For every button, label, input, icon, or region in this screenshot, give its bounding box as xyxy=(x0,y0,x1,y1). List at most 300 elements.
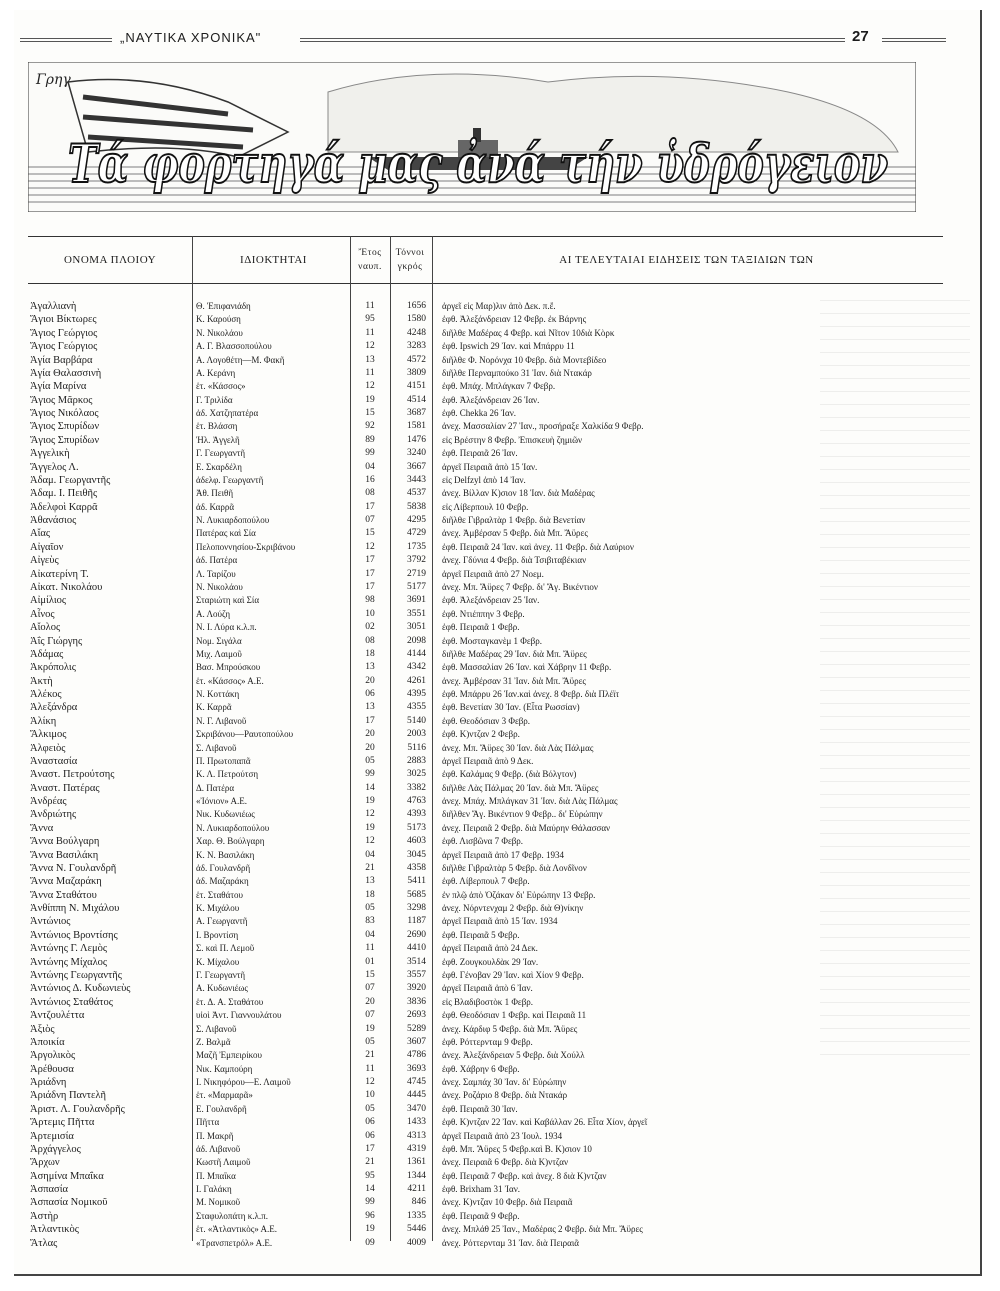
voyage-news: ἀργεῖ Πειραιᾶ ἀπὸ 6 Ἰαν. xyxy=(442,983,533,994)
voyage-news: εἰς Delfzyl ἀπὸ 14 Ἰαν. xyxy=(442,474,526,485)
ship-name: Ἀσπασία xyxy=(30,1184,69,1196)
gross-tonnage: 1476 xyxy=(407,434,426,445)
ship-name: Ἄτλας xyxy=(30,1237,58,1249)
gross-tonnage: 2003 xyxy=(407,729,426,740)
build-year: 13 xyxy=(365,354,375,365)
build-year: 06 xyxy=(365,689,375,700)
gross-tonnage: 2690 xyxy=(407,929,426,940)
build-year: 11 xyxy=(365,301,375,311)
gross-tonnage: 3693 xyxy=(407,1063,426,1074)
gross-tonnage: 3920 xyxy=(407,983,426,994)
gross-tonnage: 4393 xyxy=(407,809,426,820)
voyage-news: ἀνεχ. Μασσαλίαν 27 Ἰαν., προσήραξε Χαλκίδα 9 Φεβρ. xyxy=(442,421,644,432)
table-row xyxy=(0,1103,1000,1116)
gross-tonnage: 4144 xyxy=(407,648,426,659)
build-year: 16 xyxy=(365,474,375,485)
table-row xyxy=(0,313,1000,326)
ship-name: Ἀργολικὸς xyxy=(30,1050,76,1062)
build-year: 07 xyxy=(365,515,375,526)
ship-name: Ἀντώνιος xyxy=(30,916,71,928)
ship-owner: Π. Μακρῆ xyxy=(196,1130,234,1141)
build-year: 95 xyxy=(365,314,375,325)
voyage-news: ἐφθ. Κ)ντζαν 22 Ἰαν. καὶ Καβάλλαν 26. Εἶτα Χίον, ἀργεῖ xyxy=(442,1117,648,1128)
ship-owner: ἀδ. Γουλανδρῆ xyxy=(196,862,251,873)
build-year: 12 xyxy=(365,341,375,352)
ship-name: Ἀναστασία xyxy=(30,755,78,767)
illustrated-banner xyxy=(28,62,916,212)
ship-owner: Δ. Πατέρα xyxy=(196,782,235,793)
table-row xyxy=(0,661,1000,674)
gross-tonnage: 4261 xyxy=(407,675,426,686)
gross-tonnage: 5173 xyxy=(407,822,426,833)
build-year: 04 xyxy=(365,849,375,860)
ship-name: Ἀΐς Γιώργης xyxy=(30,635,83,647)
voyage-news: ἐφθ. Μοσταγκανὲμ 1 Φεβρ. xyxy=(442,635,542,646)
voyage-news: εἰς Λίβερπουλ 10 Φεβρ. xyxy=(442,501,529,512)
build-year: 96 xyxy=(365,1210,375,1221)
voyage-news: ἀνεχ. Κ)ντζαν 10 Φεβρ. διὰ Πειραιᾶ xyxy=(442,1197,573,1208)
ship-owner: Πελοποννησίου-Σκριβάνου xyxy=(196,541,296,552)
ship-name: Ἀστὴρ xyxy=(30,1210,59,1222)
table-row xyxy=(0,300,1000,313)
table-row xyxy=(0,434,1000,447)
gross-tonnage: 4786 xyxy=(407,1050,426,1061)
ship-name: Ἀνδρέας xyxy=(30,796,67,808)
column-header-name: ΟΝΟΜΑ ΠΛΟΙΟΥ xyxy=(63,254,157,266)
gross-tonnage: 3045 xyxy=(407,849,426,860)
voyage-news: ἀνεχ. Βίλλαν Κ)σιον 18 Ἰαν. διὰ Μαδέρας xyxy=(442,488,595,499)
voyage-news: ἀνεχ. Νόρντενχαμ 2 Φεβρ. διὰ Θ)νίκην xyxy=(442,903,584,914)
gross-tonnage: 4009 xyxy=(407,1237,426,1248)
table-row xyxy=(0,487,1000,500)
ship-name: Αἰγαῖον xyxy=(30,541,64,553)
gross-tonnage: 4313 xyxy=(407,1130,426,1141)
table-row xyxy=(0,1130,1000,1143)
build-year: 20 xyxy=(365,675,375,686)
gross-tonnage: 3809 xyxy=(407,367,426,378)
ship-name: Αἴολος xyxy=(30,622,61,634)
gross-tonnage: 3514 xyxy=(407,956,426,967)
voyage-news: ἐφθ. Γένοβαν 29 Ἰαν. καὶ Χίον 9 Φεβρ. xyxy=(442,970,584,980)
ship-owner: Ν. Νικολάου xyxy=(196,581,243,592)
table-row xyxy=(0,688,1000,701)
gross-tonnage: 2693 xyxy=(407,1010,426,1021)
table-row xyxy=(0,969,1000,982)
table-row xyxy=(0,514,1000,527)
ship-owner: ἑτ. Δ. Α. Σταθάτου xyxy=(196,996,264,1007)
gross-tonnage: 846 xyxy=(411,1197,426,1208)
gross-tonnage: 3470 xyxy=(407,1103,426,1114)
build-year: 17 xyxy=(365,555,375,566)
ship-name: Ἀτλαντικὸς xyxy=(30,1224,79,1236)
ship-name: Ἀριάδνη Παντελῆ xyxy=(30,1090,107,1102)
voyage-news: ἐφθ. Μπάρρυ 26 Ἰαν.καὶ ἀνεχ. 8 Φεβρ. διὰ Πλέϊτ xyxy=(442,689,620,700)
table-row xyxy=(0,875,1000,888)
gross-tonnage: 1581 xyxy=(407,421,426,432)
ship-name: Ἀντώνης Γ. Λεμὸς xyxy=(30,943,108,955)
ship-owner: Ν. Νικολάου xyxy=(196,327,243,338)
table-row xyxy=(0,1116,1000,1129)
voyage-news: ἀργεῖ Πειραιᾶ ἀπὸ 15 Ἰαν. 1934 xyxy=(442,916,558,927)
ship-owner: Κ. Καρούση xyxy=(196,314,241,325)
build-year: 21 xyxy=(365,1050,375,1061)
ship-owner: Π. Πρωτοπαπᾶ xyxy=(196,755,251,766)
table-row xyxy=(0,701,1000,714)
ship-name: Ἀναστ. Πετρούτσης xyxy=(30,769,115,781)
table-row xyxy=(0,474,1000,487)
voyage-news: ἀνεχ. Ἀμβέρσαν 5 Φεβρ. διὰ Μπ. Ἄϋρες xyxy=(442,528,588,539)
gross-tonnage: 5685 xyxy=(407,889,426,900)
ship-owner: Κ. Ν. Βασιλάκη xyxy=(196,849,255,860)
table-row xyxy=(0,768,1000,781)
ship-owner: ἑτ. «Ἀτλαντικὸς» Α.Ε. xyxy=(196,1224,278,1235)
table-row xyxy=(0,822,1000,835)
column-header-tons: Τόννοι γκρός xyxy=(395,248,425,272)
gross-tonnage: 4319 xyxy=(407,1143,426,1154)
table-row xyxy=(0,1076,1000,1089)
build-year: 05 xyxy=(365,1036,375,1047)
gross-tonnage: 2098 xyxy=(407,635,426,646)
banner-title: Τά φορτηγά μας ἀνά τήν ὑδρόγειον xyxy=(68,134,888,195)
build-year: 15 xyxy=(365,528,375,539)
ship-name: Ἄγγελος Λ. xyxy=(30,461,79,473)
table-row xyxy=(0,1023,1000,1036)
voyage-news: διῆλθε Φ. Νορόνχα 10 Φεβρ. διὰ Μοντεβίδεο xyxy=(442,354,607,365)
ship-owner: ἑτ. «Μαρμαρᾶ» xyxy=(196,1090,253,1101)
voyage-news: ἐφθ. Ipswich 29 Ἰαν. καὶ Μπάρρυ 11 xyxy=(442,341,575,352)
build-year: 13 xyxy=(365,876,375,887)
table-row xyxy=(0,835,1000,848)
table-row xyxy=(0,1089,1000,1102)
build-year: 13 xyxy=(365,662,375,673)
ship-owner: Γ. Τριλίδα xyxy=(196,394,233,405)
build-year: 12 xyxy=(365,541,375,552)
voyage-news: ἀνεχ. Σαμπάχ 30 Ἰαν. δι' Εὐρώπην xyxy=(442,1077,567,1088)
ship-owner: Π. Μπαΐκα xyxy=(196,1170,236,1181)
ship-owner: ἀδελφ. Γεωργαντῆ xyxy=(196,474,264,485)
ship-owner: «Ἰόνιον» Α.Ε. xyxy=(196,796,248,807)
ship-name: Ἀνθίππη Ν. Μιχάλου xyxy=(30,903,120,915)
artist-signature: Γρηγ xyxy=(36,72,71,88)
ship-name: Ἀρτεμισία xyxy=(30,1130,74,1142)
voyage-news: ἐφθ. Θεοδόσιαν 1 Φεβρ. καὶ Πειραιᾶ 11 xyxy=(442,1010,587,1021)
ship-owner: Σ. καὶ Π. Λεμοῦ xyxy=(196,943,255,954)
voyage-news: ἀνεχ. Κάρδιφ 5 Φεβρ. διὰ Μπ. Ἄϋρες xyxy=(442,1023,578,1034)
ship-owner: ἀδ. Μαζαράκη xyxy=(196,876,249,887)
ship-owner: Χαρ. Θ. Βούλγαρη xyxy=(196,836,265,847)
ship-owner: ἑτ. «Κάσσος» xyxy=(196,381,246,392)
ship-owner: Νομ. Σιγάλα xyxy=(196,635,242,646)
voyage-news: διῆλθε Γιβραλτὰρ 1 Φεβρ. διὰ Βενετίαν xyxy=(442,515,586,526)
table-row xyxy=(0,394,1000,407)
ship-owner: Ν. Λυκιαρδοπούλου xyxy=(196,822,270,833)
build-year: 83 xyxy=(365,916,375,927)
table-row xyxy=(0,996,1000,1009)
ship-name: Ἄννα Μαζαράκη xyxy=(30,876,102,888)
build-year: 19 xyxy=(365,1023,375,1034)
ship-name: Ἅγιος Σπυρίδων xyxy=(30,421,100,433)
ship-owner: Ι. Νικηφόρου—Ε. Λαιμοῦ xyxy=(196,1077,291,1088)
voyage-news: εἰς Βλαδιβοστὸκ 1 Φεβρ. xyxy=(442,996,534,1007)
ship-name: Ἀντώνης Γεωργαντῆς xyxy=(30,970,122,981)
ship-owner: ἀδ. Χατζηπατέρα xyxy=(196,408,259,419)
ship-owner: Ν. Λυκιαρδοπούλου xyxy=(196,515,270,526)
table-row xyxy=(0,1237,1000,1250)
ship-name: Ἀλίκη xyxy=(30,715,57,727)
ship-name: Ἄρχων xyxy=(30,1157,60,1169)
gross-tonnage: 4514 xyxy=(407,394,426,405)
table-row xyxy=(0,554,1000,567)
voyage-news: ἀργεῖ εἰς Μαρ)λιν ἀπὸ Δεκ. π.ἔ. xyxy=(442,301,556,311)
gross-tonnage: 5177 xyxy=(407,581,426,592)
build-year: 18 xyxy=(365,648,375,659)
ship-name: Ἄννα xyxy=(30,822,54,834)
ship-owner: υἱοὶ Ἀντ. Γιαννουλάτου xyxy=(196,1010,282,1021)
table-row xyxy=(0,1143,1000,1156)
voyage-news: ἐφθ. Μπάχ. Μπλάγκαν 7 Φεβρ. xyxy=(442,381,556,392)
table-row xyxy=(0,715,1000,728)
voyage-news: ἐφθ. Ζουγκουλδὰκ 29 Ἰαν. xyxy=(442,956,539,967)
table-row xyxy=(0,982,1000,995)
voyage-news: ἐφθ. Μασσαλίαν 26 Ἰαν. καὶ Χάβρην 11 Φεβρ. xyxy=(442,662,612,673)
gross-tonnage: 4537 xyxy=(407,488,426,499)
ship-name: Ἀντώνιος Σταθάτος xyxy=(30,996,113,1008)
header-rule-right xyxy=(300,38,845,42)
gross-tonnage: 1580 xyxy=(407,314,426,325)
table-row xyxy=(0,942,1000,955)
build-year: 15 xyxy=(365,408,375,419)
ship-name: Ἀδάμας xyxy=(30,648,64,660)
ship-owner: Θ. Ἐπιφανιάδη xyxy=(196,301,251,311)
build-year: 99 xyxy=(365,769,375,780)
gross-tonnage: 3382 xyxy=(407,782,426,793)
gross-tonnage: 4572 xyxy=(407,354,426,365)
build-year: 89 xyxy=(365,434,375,445)
voyage-news: ἀργεῖ Πειραιᾶ ἀπὸ 27 Νοεμ. xyxy=(442,568,544,579)
column-header-owners: ΙΔΙΟΚΤΗΤΑΙ xyxy=(240,254,307,266)
table-row xyxy=(0,1036,1000,1049)
ship-owner: ἑτ. «Κάσσος» Α.Ε. xyxy=(196,675,264,686)
ship-owner: Α. Λογοθέτη—Μ. Φακῆ xyxy=(196,354,285,365)
build-year: 12 xyxy=(365,836,375,847)
ship-owner: Α. Λούζη xyxy=(196,608,231,619)
voyage-news: ἀργεῖ Πειραιᾶ ἀπὸ 24 Δεκ. xyxy=(442,943,538,954)
column-header-news: ΑΙ ΤΕΛΕΥΤΑΙΑΙ ΕΙΔΗΣΕΙΣ ΤΩΝ ΤΑΞΙΔΙΩΝ ΤΩΝ xyxy=(559,254,814,266)
build-year: 10 xyxy=(365,608,375,619)
ship-owner: ἀδ. Πατέρα xyxy=(196,555,238,566)
ship-owner: Μαζῆ Ἐμπειρίκου xyxy=(196,1050,262,1061)
ship-owner: Σ. Λιβανοῦ xyxy=(196,1023,237,1034)
ship-owner: Πατέρας καὶ Σία xyxy=(196,528,256,539)
voyage-news: εἰς Βρέστην 8 Φεβρ. Ἐπισκευὴ ζημιῶν xyxy=(442,434,583,445)
ship-owner: «Τρανσπετρόλ» Α.Ε. xyxy=(196,1237,273,1248)
build-year: 17 xyxy=(365,501,375,512)
voyage-news: ἀνεχ. Ρόττερνταμ 31 Ἰαν. διὰ Πειραιᾶ xyxy=(442,1237,579,1248)
voyage-news: διῆλθε Λὰς Πάλμας 20 Ἰαν. διὰ Μπ. Ἄϋρες xyxy=(442,782,599,793)
voyage-news: διῆλθεν Ἅγ. Βικέντιον 9 Φεβρ.. δι' Εὐρώπην xyxy=(442,809,603,820)
table-row xyxy=(0,902,1000,915)
build-year: 99 xyxy=(365,1197,375,1208)
voyage-news: ἀργεῖ Πειραιᾶ ἀπὸ 15 Ἰαν. xyxy=(442,461,538,472)
ship-name: Αἴας xyxy=(30,528,51,540)
ship-name: Αἰγεὺς xyxy=(30,555,59,567)
voyage-news: ἐφθ. Πειραιᾶ 5 Φεβρ. xyxy=(442,929,520,940)
build-year: 11 xyxy=(365,327,375,338)
table-row xyxy=(0,675,1000,688)
ship-name: Ἀντζουλέττα xyxy=(30,1010,85,1022)
ship-name: Ἁγία Θαλασσινὴ xyxy=(30,367,102,379)
table-row xyxy=(0,742,1000,755)
voyage-news: διῆλθε Γιβραλτὰρ 5 Φεβρ. διὰ Λονδῖνον xyxy=(442,862,587,873)
ship-name: Αἰκατερίνη Τ. xyxy=(30,568,89,580)
table-row xyxy=(0,929,1000,942)
table-row xyxy=(0,1063,1000,1076)
voyage-news: ἀργεῖ Πειραιᾶ ἀπὸ 9 Δεκ. xyxy=(442,755,534,766)
gross-tonnage: 5838 xyxy=(407,501,426,512)
voyage-news: ἐφθ. Πειραιᾶ 7 Φεβρ. καὶ ἀνεχ. 8 διὰ Κ)ντζαν xyxy=(442,1170,607,1181)
build-year: 02 xyxy=(365,622,375,633)
gross-tonnage: 1735 xyxy=(407,541,426,552)
ship-owner: Α. Γ. Βλασσοπούλου xyxy=(196,341,272,352)
build-year: 20 xyxy=(365,729,375,740)
ship-name: Ἀντώνιος Δ. Κυδωνιεὺς xyxy=(30,983,131,995)
build-year: 19 xyxy=(365,796,375,807)
voyage-news: ἐφθ. Θεοδόσιαν 3 Φεβρ. xyxy=(442,715,531,726)
ship-name: Ἅγιος Μᾶρκος xyxy=(30,394,93,406)
build-year: 09 xyxy=(365,1237,375,1248)
table-row xyxy=(0,461,1000,474)
gross-tonnage: 1335 xyxy=(407,1210,426,1221)
voyage-news: ἀνεχ. Μπλάθ 25 Ἰαν., Μαδέρας 2 Φεβρ. διὰ Μπ. Ἄϋρες xyxy=(442,1224,643,1235)
table-row xyxy=(0,541,1000,554)
build-year: 98 xyxy=(365,595,375,606)
table-row xyxy=(0,915,1000,928)
voyage-news: ἀνεχ. Γδύνια 4 Φεβρ. διὰ Τσιβιταβέκιαν xyxy=(442,555,587,566)
voyage-news: ἐφθ. Brixham 31 Ἰαν. xyxy=(442,1184,521,1195)
ship-owner: Ι. Βροντίση xyxy=(196,929,239,940)
ship-name: Ἀνδριώτης xyxy=(30,809,77,821)
table-row xyxy=(0,1170,1000,1183)
voyage-news: ἐφθ. Λίβερπουλ 7 Φεβρ. xyxy=(442,876,530,887)
ship-name: Ἄννα Ν. Γουλανδρῆ xyxy=(30,862,117,874)
ship-name: Ἀναστ. Πατέρας xyxy=(30,782,100,794)
voyage-news: ἐφθ. Ἀλεξάνδρειαν 12 Φεβρ. ἐκ Βάρνης xyxy=(442,314,587,325)
table-row xyxy=(0,594,1000,607)
voyage-news: ἐφθ. Πειραιᾶ 9 Φεβρ. xyxy=(442,1210,520,1221)
build-year: 99 xyxy=(365,448,375,459)
gross-tonnage: 4355 xyxy=(407,702,426,713)
ship-owner: Σταφυλοπάτη κ.λ.π. xyxy=(196,1210,268,1221)
build-year: 04 xyxy=(365,929,375,940)
ship-owner: Κωστῆ Λαιμοῦ xyxy=(196,1157,251,1168)
ship-name: Ἄννα Σταθάτου xyxy=(30,889,97,901)
build-year: 14 xyxy=(365,782,375,793)
build-year: 19 xyxy=(365,822,375,833)
voyage-news: ἐφθ. Καλάμας 9 Φεβρ. (διὰ Βόλγτον) xyxy=(442,769,577,780)
voyage-news: ἐφθ. Πειραιᾶ 30 Ἰαν. xyxy=(442,1103,518,1114)
voyage-news: ἐφθ. Ντιέππην 3 Φεβρ. xyxy=(442,608,525,619)
build-year: 21 xyxy=(365,862,375,873)
build-year: 17 xyxy=(365,715,375,726)
ship-name: Ἀριάδνη xyxy=(30,1077,67,1089)
ship-owner: Πῆττα xyxy=(196,1117,220,1128)
voyage-news: ἀνεχ. Ἀλεξάνδρειαν 5 Φεβρ. διὰ Χούλλ xyxy=(442,1050,585,1061)
ship-owner: Ἠλ. Ἀγγελῆ xyxy=(196,434,240,445)
gross-tonnage: 3607 xyxy=(407,1036,426,1047)
ship-name: Ἄρτεμις Πῆττα xyxy=(30,1117,95,1129)
build-year: 17 xyxy=(365,568,375,579)
ship-owner: Ν. Γ. Λιβανοῦ xyxy=(196,715,247,726)
ship-owner: Σκριβάνου—Ραυτοπούλου xyxy=(196,729,294,740)
voyage-news: ἀργεῖ Πειραιᾶ ἀπὸ 23 Ἰουλ. 1934 xyxy=(442,1130,563,1141)
table-row xyxy=(0,1210,1000,1223)
table-row xyxy=(0,621,1000,634)
table-row xyxy=(0,447,1000,460)
ship-name: Ἄννα Βούλγαρη xyxy=(30,836,100,848)
table-row xyxy=(0,1156,1000,1169)
ship-owner: Ἀθ. Πειθῆ xyxy=(196,488,234,499)
gross-tonnage: 3283 xyxy=(407,341,426,352)
table-row xyxy=(0,1223,1000,1236)
table-row xyxy=(0,635,1000,648)
build-year: 20 xyxy=(365,996,375,1007)
ship-owner: Α. Γεωργαντῆ xyxy=(196,916,248,927)
build-year: 21 xyxy=(365,1157,375,1168)
build-year: 17 xyxy=(365,581,375,592)
ship-owner: Μ. Νομικοῦ xyxy=(196,1197,241,1208)
gross-tonnage: 5289 xyxy=(407,1023,426,1034)
gross-tonnage: 3792 xyxy=(407,555,426,566)
voyage-news: ἐφθ. Ρόττερνταμ 9 Φεβρ. xyxy=(442,1036,533,1047)
voyage-news: διῆλθε Μαδέρας 29 Ἰαν. διὰ Μπ. Ἄϋρες xyxy=(442,648,587,659)
ship-name: Ἀρχάγγελος xyxy=(30,1143,81,1155)
table-row xyxy=(0,755,1000,768)
ship-owner: Α. Κεράνη xyxy=(196,367,236,378)
ship-name: Ἅγιος Σπυρίδων xyxy=(30,434,100,446)
ship-name: Αἰμίλιος xyxy=(30,595,67,607)
table-row xyxy=(0,808,1000,821)
magazine-title: „ΝΑΥΤΙΚΑ ΧΡΟΝΙΚΑ" xyxy=(120,30,262,45)
voyage-news: ἀνεχ. Ροζάριο 8 Φεβρ. διὰ Ντακάρ xyxy=(442,1090,568,1101)
build-year: 05 xyxy=(365,755,375,766)
gross-tonnage: 1656 xyxy=(407,301,426,311)
ship-name: Ἀκτὴ xyxy=(30,675,53,687)
build-year: 07 xyxy=(365,983,375,994)
voyage-news: ἀργεῖ Πειραιᾶ ἀπὸ 17 Φεβρ. 1934 xyxy=(442,849,564,860)
voyage-news: ἀνεχ. Πειραιᾶ 6 Φεβρ. διὰ Κ)ντζαν xyxy=(442,1157,569,1168)
ship-owner: Νικ. Καμπούρη xyxy=(196,1063,253,1074)
ship-owner: Λ. Ταρίζου xyxy=(196,568,236,579)
ship-owner: Νικ. Κυδωνιέως xyxy=(196,809,255,820)
gross-tonnage: 1433 xyxy=(407,1117,426,1128)
build-year: 95 xyxy=(365,1170,375,1181)
voyage-news: ἐφθ. Πειραιᾶ 26 Ἰαν. xyxy=(442,448,518,459)
table-row xyxy=(0,420,1000,433)
gross-tonnage: 4295 xyxy=(407,515,426,526)
ship-owner: Ε. Σκαρδέλη xyxy=(196,461,242,472)
ship-name: Ἀντώνης Μίχαλος xyxy=(30,956,108,968)
table-row xyxy=(0,527,1000,540)
ship-owner: Κ. Καρρᾶ xyxy=(196,702,232,713)
gross-tonnage: 4358 xyxy=(407,862,426,873)
table-row xyxy=(0,795,1000,808)
voyage-news: ἐφθ. Πειραιᾶ 24 Ἰαν. καὶ ἀνεχ. 11 Φεβρ. διὰ Λαύριον xyxy=(442,541,634,552)
ship-name: Ἀντώνιος Βροντίσης xyxy=(30,929,118,941)
gross-tonnage: 3687 xyxy=(407,408,426,419)
gross-tonnage: 4211 xyxy=(407,1184,426,1195)
build-year: 11 xyxy=(365,367,375,378)
column-header-year: Ἔτος ναυπ. xyxy=(358,248,382,272)
